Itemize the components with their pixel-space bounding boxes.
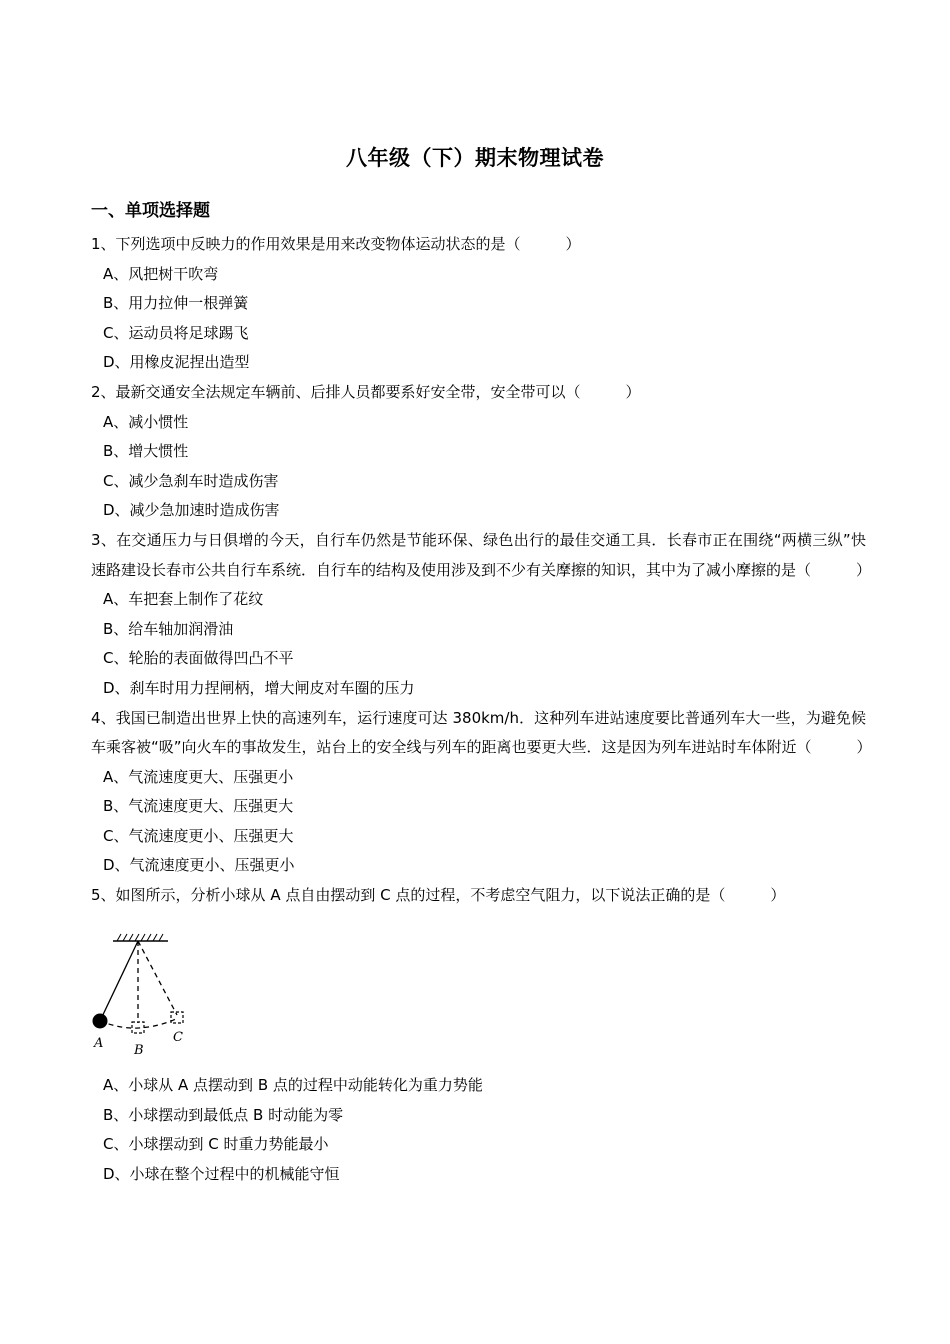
question-stem: 1、下列选项中反映力的作用效果是用来改变物体运动状态的是（ ） [91, 235, 581, 253]
label-b: B [134, 1042, 144, 1055]
question-1 [91, 230, 866, 378]
option-d: D、减少急加速时造成伤害 [103, 501, 280, 520]
swing-arc [100, 1018, 178, 1028]
question-stem: 2、最新交通安全法规定车辆前、后排人员都要系好安全带，安全带可以（ ） [91, 382, 641, 401]
option-d: D、刹车时用力捏闸柄，增大闸皮对车圈的压力 [103, 678, 415, 697]
question-stem: 5、如图所示，分析小球从 A 点自由摆动到 C 点的过程，不考虑空气阻力，以下说法正确的是（ ） [91, 886, 786, 905]
option-a: A、风把树干吹弯 [103, 264, 219, 283]
option-d: D、气流速度更小、压强更小 [103, 856, 295, 875]
option-b: B、气流速度更大、压强更大 [103, 797, 294, 816]
option-a: A、气流速度更大、压强更小 [103, 767, 294, 786]
label-a: A [94, 1035, 104, 1051]
option-c: C、运动员将足球踢飞 [103, 323, 249, 342]
pendulum-ball [93, 1013, 108, 1028]
section-title: 一、单项选择题 [91, 201, 210, 221]
question-3 [91, 526, 872, 704]
option-a: A、减小惯性 [103, 412, 189, 431]
option-b: B、小球摆动到最低点 B 时动能为零 [103, 1105, 344, 1124]
pendulum-figure [91, 925, 866, 1066]
pendulum-diagram [91, 925, 201, 1055]
question-4 [91, 704, 872, 882]
option-b: B、用力拉伸一根弹簧 [103, 294, 249, 313]
option-d: D、小球在整个过程中的机械能守恒 [103, 1165, 340, 1184]
option-c: C、小球摆动到 C 时重力势能最小 [103, 1135, 329, 1154]
option-d: D、用橡皮泥捏出造型 [103, 353, 250, 372]
ceiling-hatch [117, 934, 163, 941]
page-title: 八年级（下）期末物理试卷 [346, 146, 604, 170]
question-stem: 4、我国已制造出世界上快的高速列车，运行速度可达 380km/h．这种列车进站速度要比普通列车大一些，为避免候车乘客被“吸”向火车的事故发生，站台上的安全线与列车的距离也要更大些．这是因为列车进站时车体附近（ ） [91, 708, 872, 757]
option-c: C、轮胎的表面做得凹凸不平 [103, 649, 294, 668]
option-a: A、车把套上制作了花纹 [103, 590, 264, 609]
question-list [91, 230, 872, 1190]
option-b: B、增大惯性 [103, 442, 189, 461]
dashed-string-c [138, 941, 177, 1015]
question-5 [91, 881, 866, 1190]
question-stem: 3、在交通压力与日俱增的今天，自行车仍然是节能环保、绿色出行的最佳交通工具．长春市正在围绕“两横三纵”快速路建设长春市公共自行车系统．自行车的结构及使用涉及到不少有关摩擦的知识，其中为了减小摩擦的是（ ） [91, 530, 872, 579]
option-b: B、给车轴加润滑油 [103, 619, 234, 638]
option-a: A、小球从 A 点摆动到 B 点的过程中动能转化为重力势能 [103, 1076, 483, 1095]
pendulum-string [100, 941, 138, 1021]
option-c: C、气流速度更小、压强更大 [103, 826, 294, 845]
option-c: C、减少急刹车时造成伤害 [103, 471, 279, 490]
question-2 [91, 378, 866, 526]
label-c: C [173, 1029, 183, 1045]
